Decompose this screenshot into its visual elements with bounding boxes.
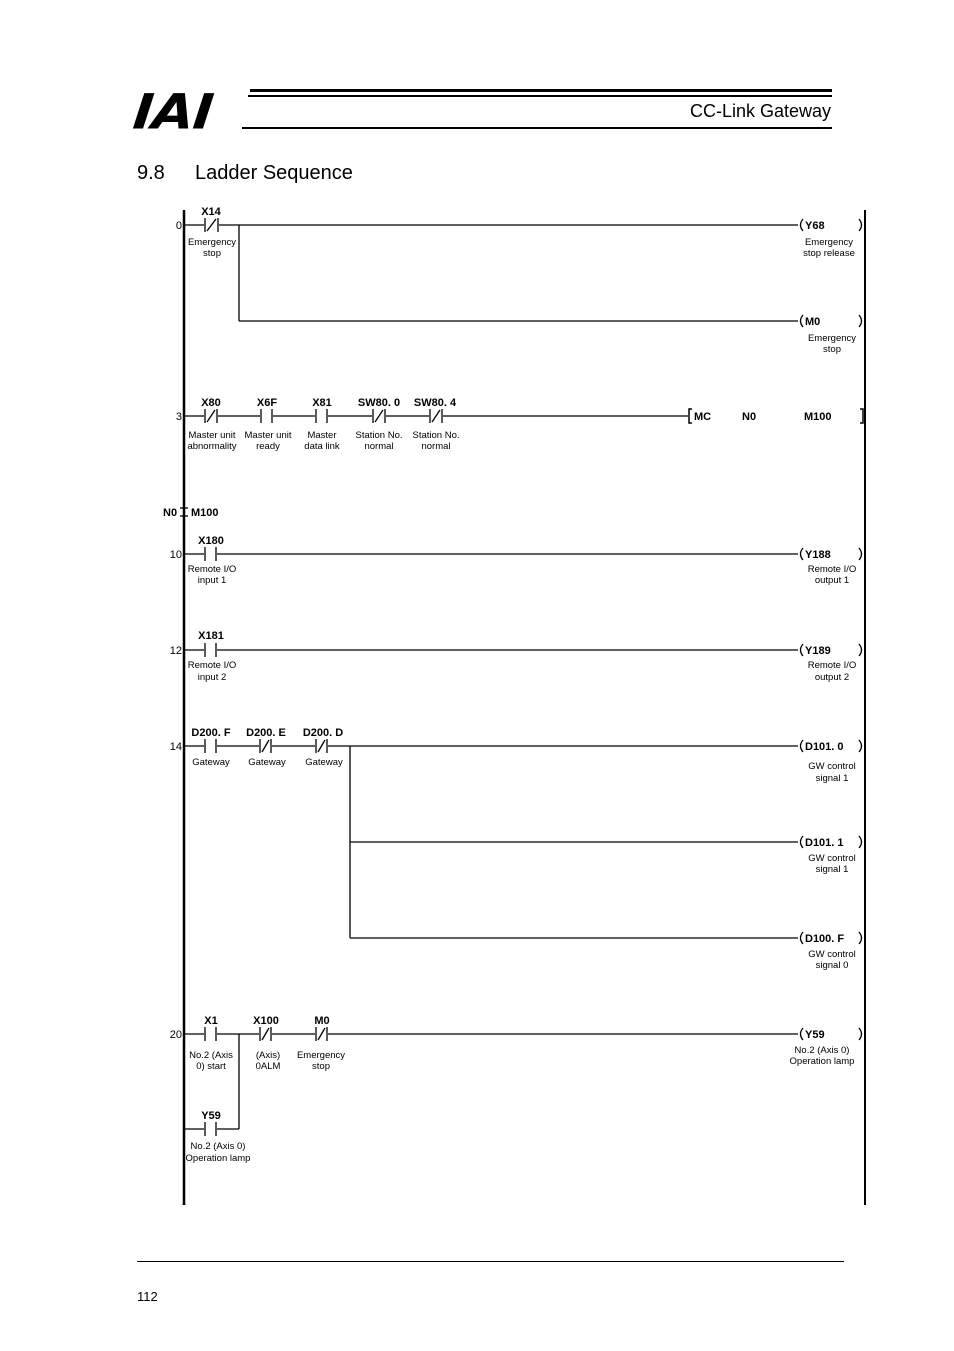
- mc-instruction: MC: [694, 411, 712, 423]
- contact-x80: [205, 409, 217, 423]
- contact-comment: 0) start: [196, 1061, 226, 1072]
- contact-comment: Master: [307, 430, 337, 441]
- coil-comment: Emergency: [807, 333, 857, 344]
- contact-x1: [205, 1027, 216, 1041]
- contact-id: X100: [253, 1015, 279, 1027]
- coil-id: M0: [805, 316, 821, 328]
- contact-x100: [260, 1027, 271, 1041]
- contact-comment: stop: [203, 248, 221, 259]
- step-number: 12: [169, 645, 182, 657]
- contact-d200-f: [205, 739, 216, 753]
- step-number: 10: [169, 549, 182, 561]
- step-number: 20: [169, 1029, 182, 1041]
- document-title: CC-Link Gateway: [689, 101, 831, 121]
- contact-id: X1: [204, 1015, 218, 1027]
- coil-comment: stop release: [803, 248, 855, 259]
- contact-id: X180: [198, 535, 224, 547]
- contact-comment: Emergency: [296, 1050, 346, 1061]
- contact-m0: [316, 1027, 327, 1041]
- contact-id: D200. D: [302, 727, 344, 739]
- contact-y59: [205, 1122, 216, 1136]
- coil-id: Y68: [805, 220, 825, 232]
- contact-comment: Remote I/O: [187, 564, 237, 575]
- contact-comment: Station No.: [355, 430, 403, 441]
- step-number: 14: [169, 741, 182, 753]
- contact-comment: input 2: [197, 672, 227, 683]
- contact-d200-e: [260, 739, 271, 753]
- coil-comment: Remote I/O: [807, 660, 857, 671]
- coil-comment: GW control: [808, 761, 856, 772]
- contact-comment: ready: [256, 441, 280, 452]
- contact-x81: [316, 409, 327, 423]
- contact-x6f: [261, 409, 272, 423]
- mc-device-argument: M100: [804, 411, 832, 423]
- contact-comment: abnormality: [187, 441, 237, 452]
- contact-comment: Master unit: [244, 430, 292, 441]
- contact-comment: Master unit: [188, 430, 236, 441]
- coil-id: Y59: [805, 1029, 825, 1041]
- contact-comment: 0ALM: [255, 1061, 281, 1072]
- coil-comment: signal 1: [815, 864, 849, 875]
- contact-comment: normal: [364, 441, 394, 452]
- coil-id: D101. 1: [805, 837, 844, 849]
- contact-comment: Operation lamp: [185, 1153, 251, 1164]
- coil-comment: signal 0: [815, 960, 849, 971]
- contact-comment: Gateway: [305, 757, 343, 768]
- contact-comment: data link: [304, 441, 340, 452]
- rung-0: [184, 225, 798, 321]
- contact-comment: (Axis): [255, 1050, 281, 1061]
- footer-rule: [137, 1261, 844, 1262]
- contact-x181: [205, 643, 216, 657]
- contact-id: X80: [201, 397, 221, 409]
- contact-comment: stop: [312, 1061, 330, 1072]
- section-number: 9.8: [137, 162, 165, 184]
- rung-20: [184, 1034, 798, 1129]
- coil-comment: Emergency: [804, 237, 854, 248]
- coil-comment: signal 1: [815, 773, 849, 784]
- mc-device-label: M100: [191, 507, 219, 519]
- contact-comment: Emergency: [187, 237, 237, 248]
- contact-id: M0: [314, 1015, 330, 1027]
- contact-comment: Gateway: [192, 757, 230, 768]
- contact-comment: Remote I/O: [187, 660, 237, 671]
- iai-logo: IAI: [130, 83, 216, 141]
- coil-comment: output 2: [814, 672, 850, 683]
- mc-instruction-brackets: [689, 409, 863, 423]
- page-number: 112: [137, 1289, 158, 1304]
- contact-sw80-0: [373, 409, 385, 423]
- coil-comment: GW control: [808, 949, 856, 960]
- mc-nest-label: N0: [163, 507, 178, 519]
- section-title: Ladder Sequence: [195, 162, 353, 184]
- coil-id: Y189: [805, 645, 831, 657]
- coil-id: D101. 0: [805, 741, 844, 753]
- contact-id: SW80. 0: [357, 397, 401, 409]
- coil-comment: No.2 (Axis 0): [794, 1045, 850, 1056]
- contact-x14: [205, 218, 218, 232]
- coil-comment: Remote I/O: [807, 564, 857, 575]
- contact-comment: Gateway: [248, 757, 286, 768]
- coil-comment: GW control: [808, 853, 856, 864]
- contact-id: Y59: [201, 1110, 221, 1122]
- contact-id: D200. E: [246, 727, 286, 739]
- contact-x180: [205, 547, 216, 561]
- contact-d200-d: [316, 739, 327, 753]
- contact-id: X181: [198, 630, 224, 642]
- contact-id: D200. F: [191, 727, 231, 739]
- coil-id: Y188: [805, 549, 831, 561]
- rung-14: [184, 746, 798, 938]
- contact-comment: No.2 (Axis: [189, 1050, 233, 1061]
- step-number: 0: [175, 220, 182, 232]
- coil-comment: Operation lamp: [789, 1056, 855, 1067]
- coil-comment: stop: [823, 344, 841, 355]
- step-number: 3: [175, 411, 182, 423]
- contact-sw80-4: [430, 409, 442, 423]
- contact-id: SW80. 4: [413, 397, 457, 409]
- contact-comment: Station No.: [412, 430, 460, 441]
- contact-comment: normal: [421, 441, 451, 452]
- contact-id: X6F: [256, 397, 278, 409]
- coil-comment: output 1: [814, 575, 850, 586]
- contact-id: X14: [201, 206, 221, 218]
- contact-comment: No.2 (Axis 0): [190, 1141, 246, 1152]
- contact-id: X81: [312, 397, 332, 409]
- contact-comment: input 1: [197, 575, 227, 586]
- mc-nest-argument: N0: [742, 411, 757, 423]
- coil-id: D100. F: [805, 933, 845, 945]
